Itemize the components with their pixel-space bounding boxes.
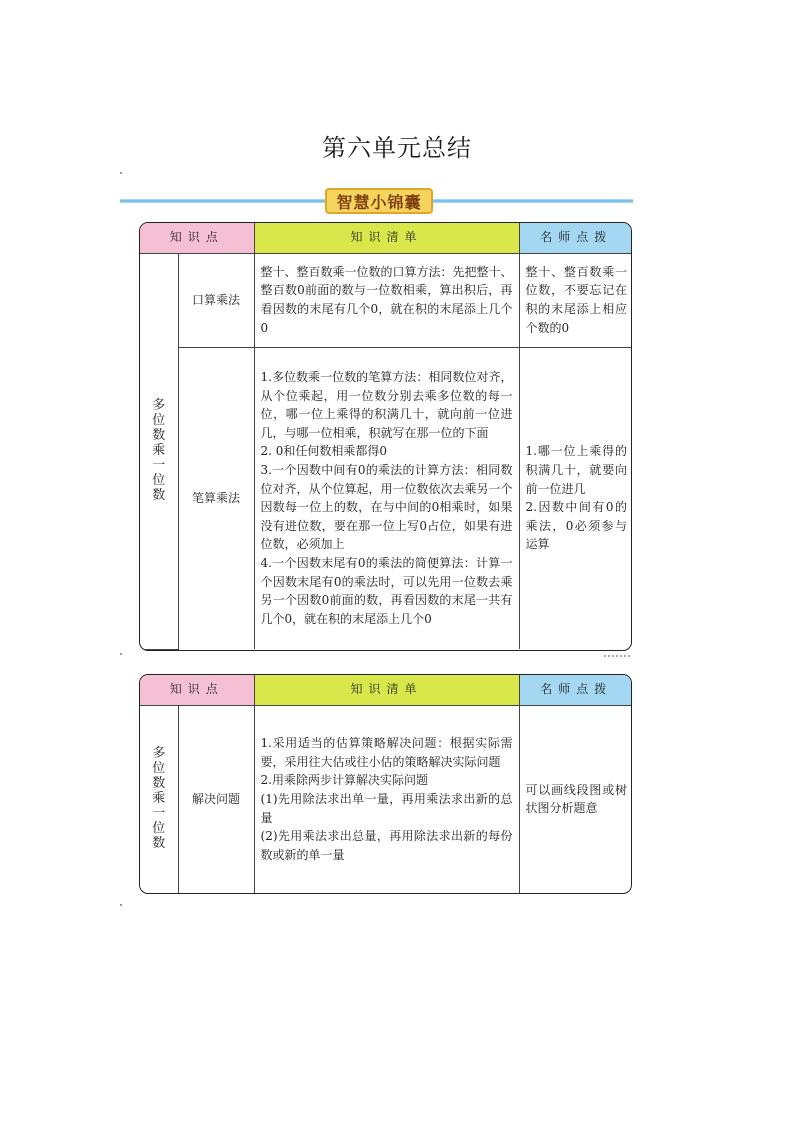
knowledge-table-2 [139,674,632,894]
table-row [140,705,632,893]
tip-paragraph: 2.因数中间有0的乘法，0必须参与运算 [525,500,628,552]
content-paragraph: 3.一个因数中间有0的乘法的计算方法：相同数位对齐，从个位算起，用一位数依次去乘另一个因数每一位上的数，在与中间的0相乘时，如果没有进位数，要在那一位上写0占位，如果有进位数，必须加上 [260,463,513,552]
category-cell [140,253,178,649]
tip-cell [519,253,632,347]
header-knowledge-point: 知识点 [140,675,254,705]
content-paragraph: 1.多位数乘一位数的笔算方法：相同数位对齐，从个位乘起，用一位数分别去乘多位数的每一位，哪一位上乘得的积满几十，就向前一位进几，与哪一位相乘，积就写在那一位的下面 [260,370,513,440]
content-paragraph: (1)先用除法求出单一量，再用乘法求出新的总量 [260,791,513,825]
category-label: 多位数乘一位数 [152,745,166,851]
table-header-row [140,675,632,705]
content-paragraph: 2. 0和任何数相乘都得0 [260,444,388,459]
tip-paragraph: 可以画线段图或树状图分析题意 [525,782,628,816]
page-dot [120,172,122,174]
page-dot [120,904,122,906]
header-teacher-tips: 名师点拨 [519,675,632,705]
content-cell [254,347,519,649]
banner-label: 智慧小锦囊 [336,192,422,212]
tip-cell [519,347,632,649]
header-knowledge-list: 知识清单 [254,675,519,705]
content-paragraph: 2.用乘除两步计算解决实际问题 [260,773,428,788]
page-dot [120,653,122,655]
table-header-row [140,223,632,253]
page-mark [604,655,630,657]
section-banner [120,188,633,214]
header-teacher-tips: 名师点拨 [519,223,632,253]
topic-cell: 笔算乘法 [178,347,254,649]
content-paragraph: 1.采用适当的估算策略解决问题：根据实际需要，采用往大估或往小估的策略解决实际问题 [260,736,513,769]
category-cell [140,705,178,893]
topic-cell: 口算乘法 [178,253,254,347]
header-knowledge-point: 知识点 [140,223,254,253]
topic-cell: 解决问题 [178,705,254,893]
category-label: 多位数乘一位数 [152,397,166,503]
banner-badge [325,188,433,214]
content-paragraph: (2)先用乘法求出总量，再用除法求出新的每份数或新的单一量 [260,829,513,862]
header-knowledge-list: 知识清单 [254,223,519,253]
tip-cell [519,705,632,893]
tip-paragraph: 整十、整百数乘一位数，不要忘记在积的末尾添上相应个数的0 [525,264,628,335]
banner-line-right [433,199,633,203]
table-row [140,253,632,347]
banner-line-left [120,199,325,203]
page-title: 第六单元总结 [322,134,472,162]
knowledge-table-1 [139,222,632,651]
content-paragraph: 整十、整百数乘一位数的口算方法：先把整十、整百数0前面的数与一位数相乘，算出积后，再看因数的末尾有几个0，就在积的末尾添上几个0 [260,264,513,335]
content-cell [254,253,519,347]
content-cell [254,705,519,893]
tip-paragraph: 1.哪一位上乘得的积满几十，就要向前一位进几 [525,444,628,496]
table-row [140,347,632,649]
content-paragraph: 4.一个因数末尾有0的乘法的简便算法：计算一个因数末尾有0的乘法时，可以先用一位数去乘另一个因数0前面的数，再看因数的末尾一共有几个0，就在积的末尾添上几个0 [260,556,513,626]
